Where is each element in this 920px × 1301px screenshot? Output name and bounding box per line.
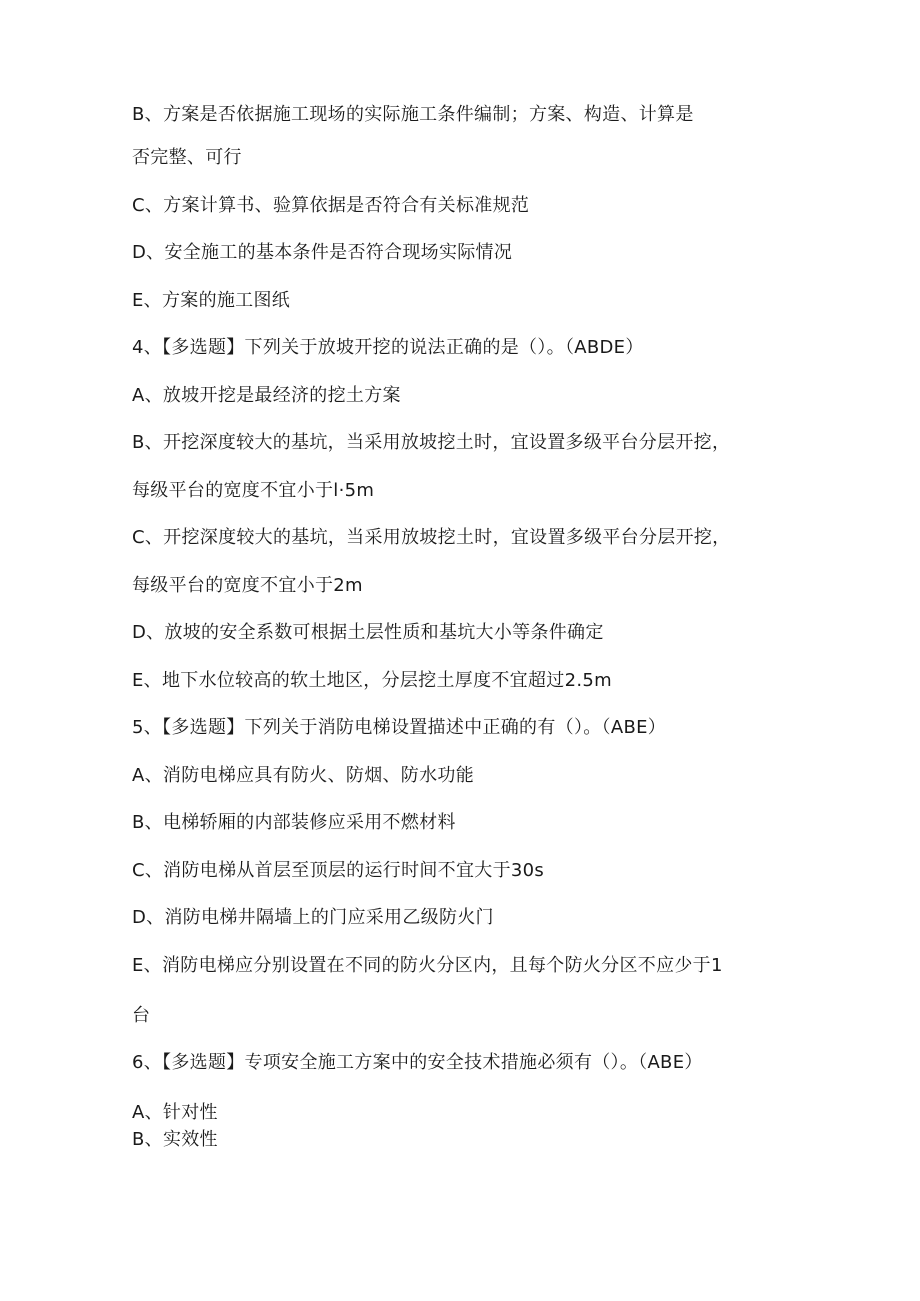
- text-line: 每级平台的宽度不宜小于2m: [132, 575, 363, 596]
- question-4-title: 4、【多选题】下列关于放坡开挖的说法正确的是（）。（ABDE）: [132, 337, 644, 358]
- question-6-title: 6、【多选题】专项安全施工方案中的安全技术措施必须有（）。（ABE）: [132, 1052, 703, 1073]
- text-line: B、方案是否依据施工现场的实际施工条件编制；方案、构造、计算是: [132, 104, 694, 125]
- text-line: 每级平台的宽度不宜小于l·5m: [132, 480, 375, 501]
- text-line: E、地下水位较高的软土地区，分层挖土厚度不宜超过2.5m: [132, 670, 612, 691]
- text-line: E、消防电梯应分别设置在不同的防火分区内，且每个防火分区不应少于1: [132, 955, 723, 976]
- text-line: A、放坡开挖是最经济的挖土方案: [132, 385, 401, 406]
- text-line: A、消防电梯应具有防火、防烟、防水功能: [132, 765, 475, 786]
- text-line: C、消防电梯从首层至顶层的运行时间不宜大于30s: [132, 860, 545, 881]
- text-line: B、实效性: [132, 1129, 218, 1150]
- text-line: 台: [132, 1005, 151, 1026]
- text-line: B、开挖深度较大的基坑，当采用放坡挖土时，宜设置多级平台分层开挖，: [132, 432, 731, 453]
- question-5-title: 5、【多选题】下列关于消防电梯设置描述中正确的有（）。（ABE）: [132, 717, 667, 738]
- text-line: C、开挖深度较大的基坑，当采用放坡挖土时，宜设置多级平台分层开挖，: [132, 527, 731, 548]
- text-line: D、消防电梯井隔墙上的门应采用乙级防火门: [132, 907, 494, 928]
- text-line: E、方案的施工图纸: [132, 290, 291, 311]
- text-line: D、放坡的安全系数可根据土层性质和基坑大小等条件确定: [132, 622, 604, 643]
- text-line: C、方案计算书、验算依据是否符合有关标准规范: [132, 195, 530, 216]
- text-line: B、电梯轿厢的内部装修应采用不燃材料: [132, 812, 456, 833]
- text-line: D、安全施工的基本条件是否符合现场实际情况: [132, 242, 513, 263]
- text-line: 否完整、可行: [132, 147, 242, 168]
- text-line: A、针对性: [132, 1102, 218, 1123]
